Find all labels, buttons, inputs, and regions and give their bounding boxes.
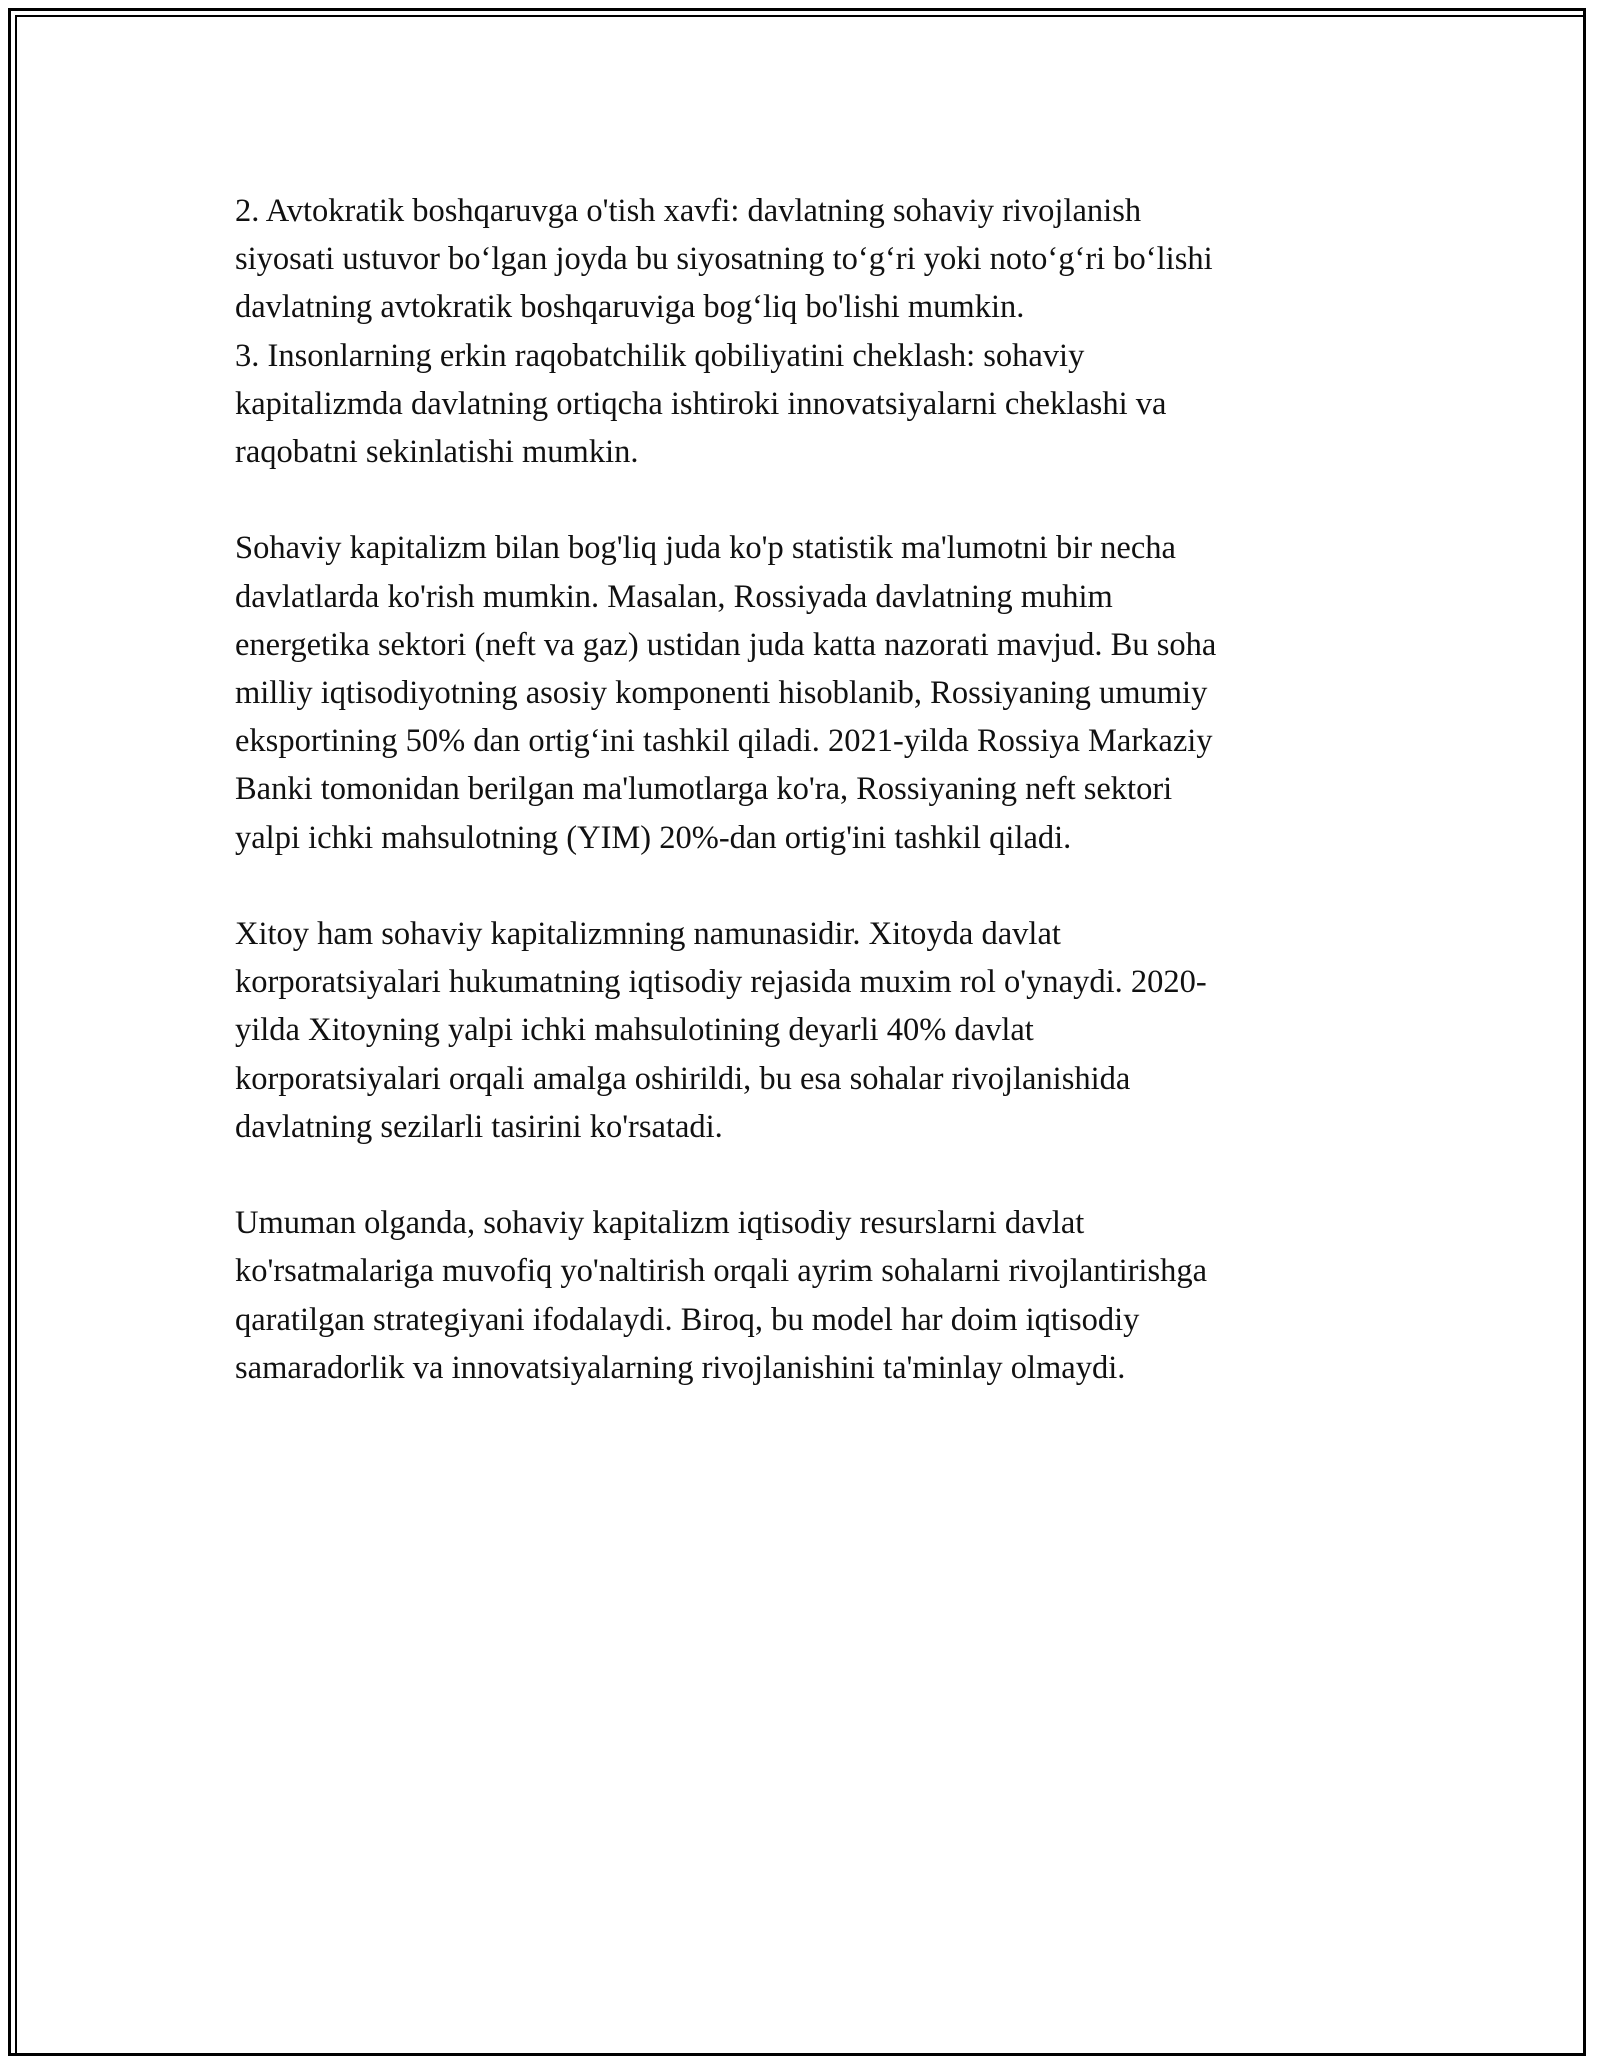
paragraph-china	[235, 910, 1365, 1151]
text-line: Xitoy ham sohaviy kapitalizmning namunasidir. Xitoyda davlat	[235, 916, 1061, 953]
text-line: eksportining 50% dan ortig‘ini tashkil qiladi. 2021-yilda Rossiya Markaziy	[235, 723, 1213, 760]
text-line: davlatlarda ko'rish mumkin. Masalan, Rossiyada davlatning muhim	[235, 578, 1113, 615]
text-line: milliy iqtisodiyotning asosiy komponenti hisoblanib, Rossiyaning umumiy	[235, 675, 1208, 712]
text-line: Umuman olganda, sohaviy kapitalizm iqtisodiy resurslarni davlat	[235, 1205, 1085, 1242]
text-line: energetika sektori (neft va gaz) ustidan juda katta nazorati mavjud. Bu soha	[235, 626, 1217, 663]
text-line: davlatning avtokratik boshqaruviga bog‘liq bo'lishi mumkin.	[235, 289, 1025, 326]
text-line: korporatsiyalari hukumatning iqtisodiy rejasida muxim rol o'ynaydi. 2020-	[235, 964, 1207, 1001]
text-line: samaradorlik va innovatsiyalarning rivojlanishini ta'minlay olmaydi.	[235, 1349, 1126, 1386]
text-line: kapitalizmda davlatning ortiqcha ishtiroki innovatsiyalarni cheklashi va	[235, 385, 1167, 422]
paragraph-russia	[235, 524, 1365, 861]
text-line: raqobatni sekinlatishi mumkin.	[235, 434, 639, 471]
text-line: korporatsiyalari orqali amalga oshirildi, bu esa sohalar rivojlanishida	[235, 1060, 1131, 1097]
text-line: 3. Insonlarning erkin raqobatchilik qobiliyatini cheklash: sohaviy	[235, 337, 1085, 374]
text-line: ko'rsatmalariga muvofiq yo'naltirish orqali ayrim sohalarni rivojlantirishga	[235, 1253, 1208, 1290]
text-line: yalpi ichki mahsulotning (YIM) 20%-dan ortig'ini tashkil qiladi.	[235, 819, 1072, 856]
text-line: yilda Xitoyning yalpi ichki mahsulotining deyarli 40% davlat	[235, 1012, 1034, 1049]
text-line: davlatning sezilarli tasirini ko'rsatadi.	[235, 1108, 723, 1145]
paragraph-risks	[235, 187, 1365, 476]
document-body	[235, 187, 1365, 1392]
text-line: siyosati ustuvor bo‘lgan joyda bu siyosatning to‘g‘ri yoki noto‘g‘ri bo‘lishi	[235, 241, 1213, 278]
text-line: Banki tomonidan berilgan ma'lumotlarga ko'ra, Rossiyaning neft sektori	[235, 771, 1173, 808]
paragraph-conclusion	[235, 1199, 1365, 1392]
text-line: Sohaviy kapitalizm bilan bog'liq juda ko'p statistik ma'lumotni bir necha	[235, 530, 1176, 567]
text-line: qaratilgan strategiyani ifodalaydi. Biroq, bu model har doim iqtisodiy	[235, 1301, 1140, 1338]
text-line: 2. Avtokratik boshqaruvga o'tish xavfi: davlatning sohaviy rivojlanish	[235, 193, 1142, 229]
